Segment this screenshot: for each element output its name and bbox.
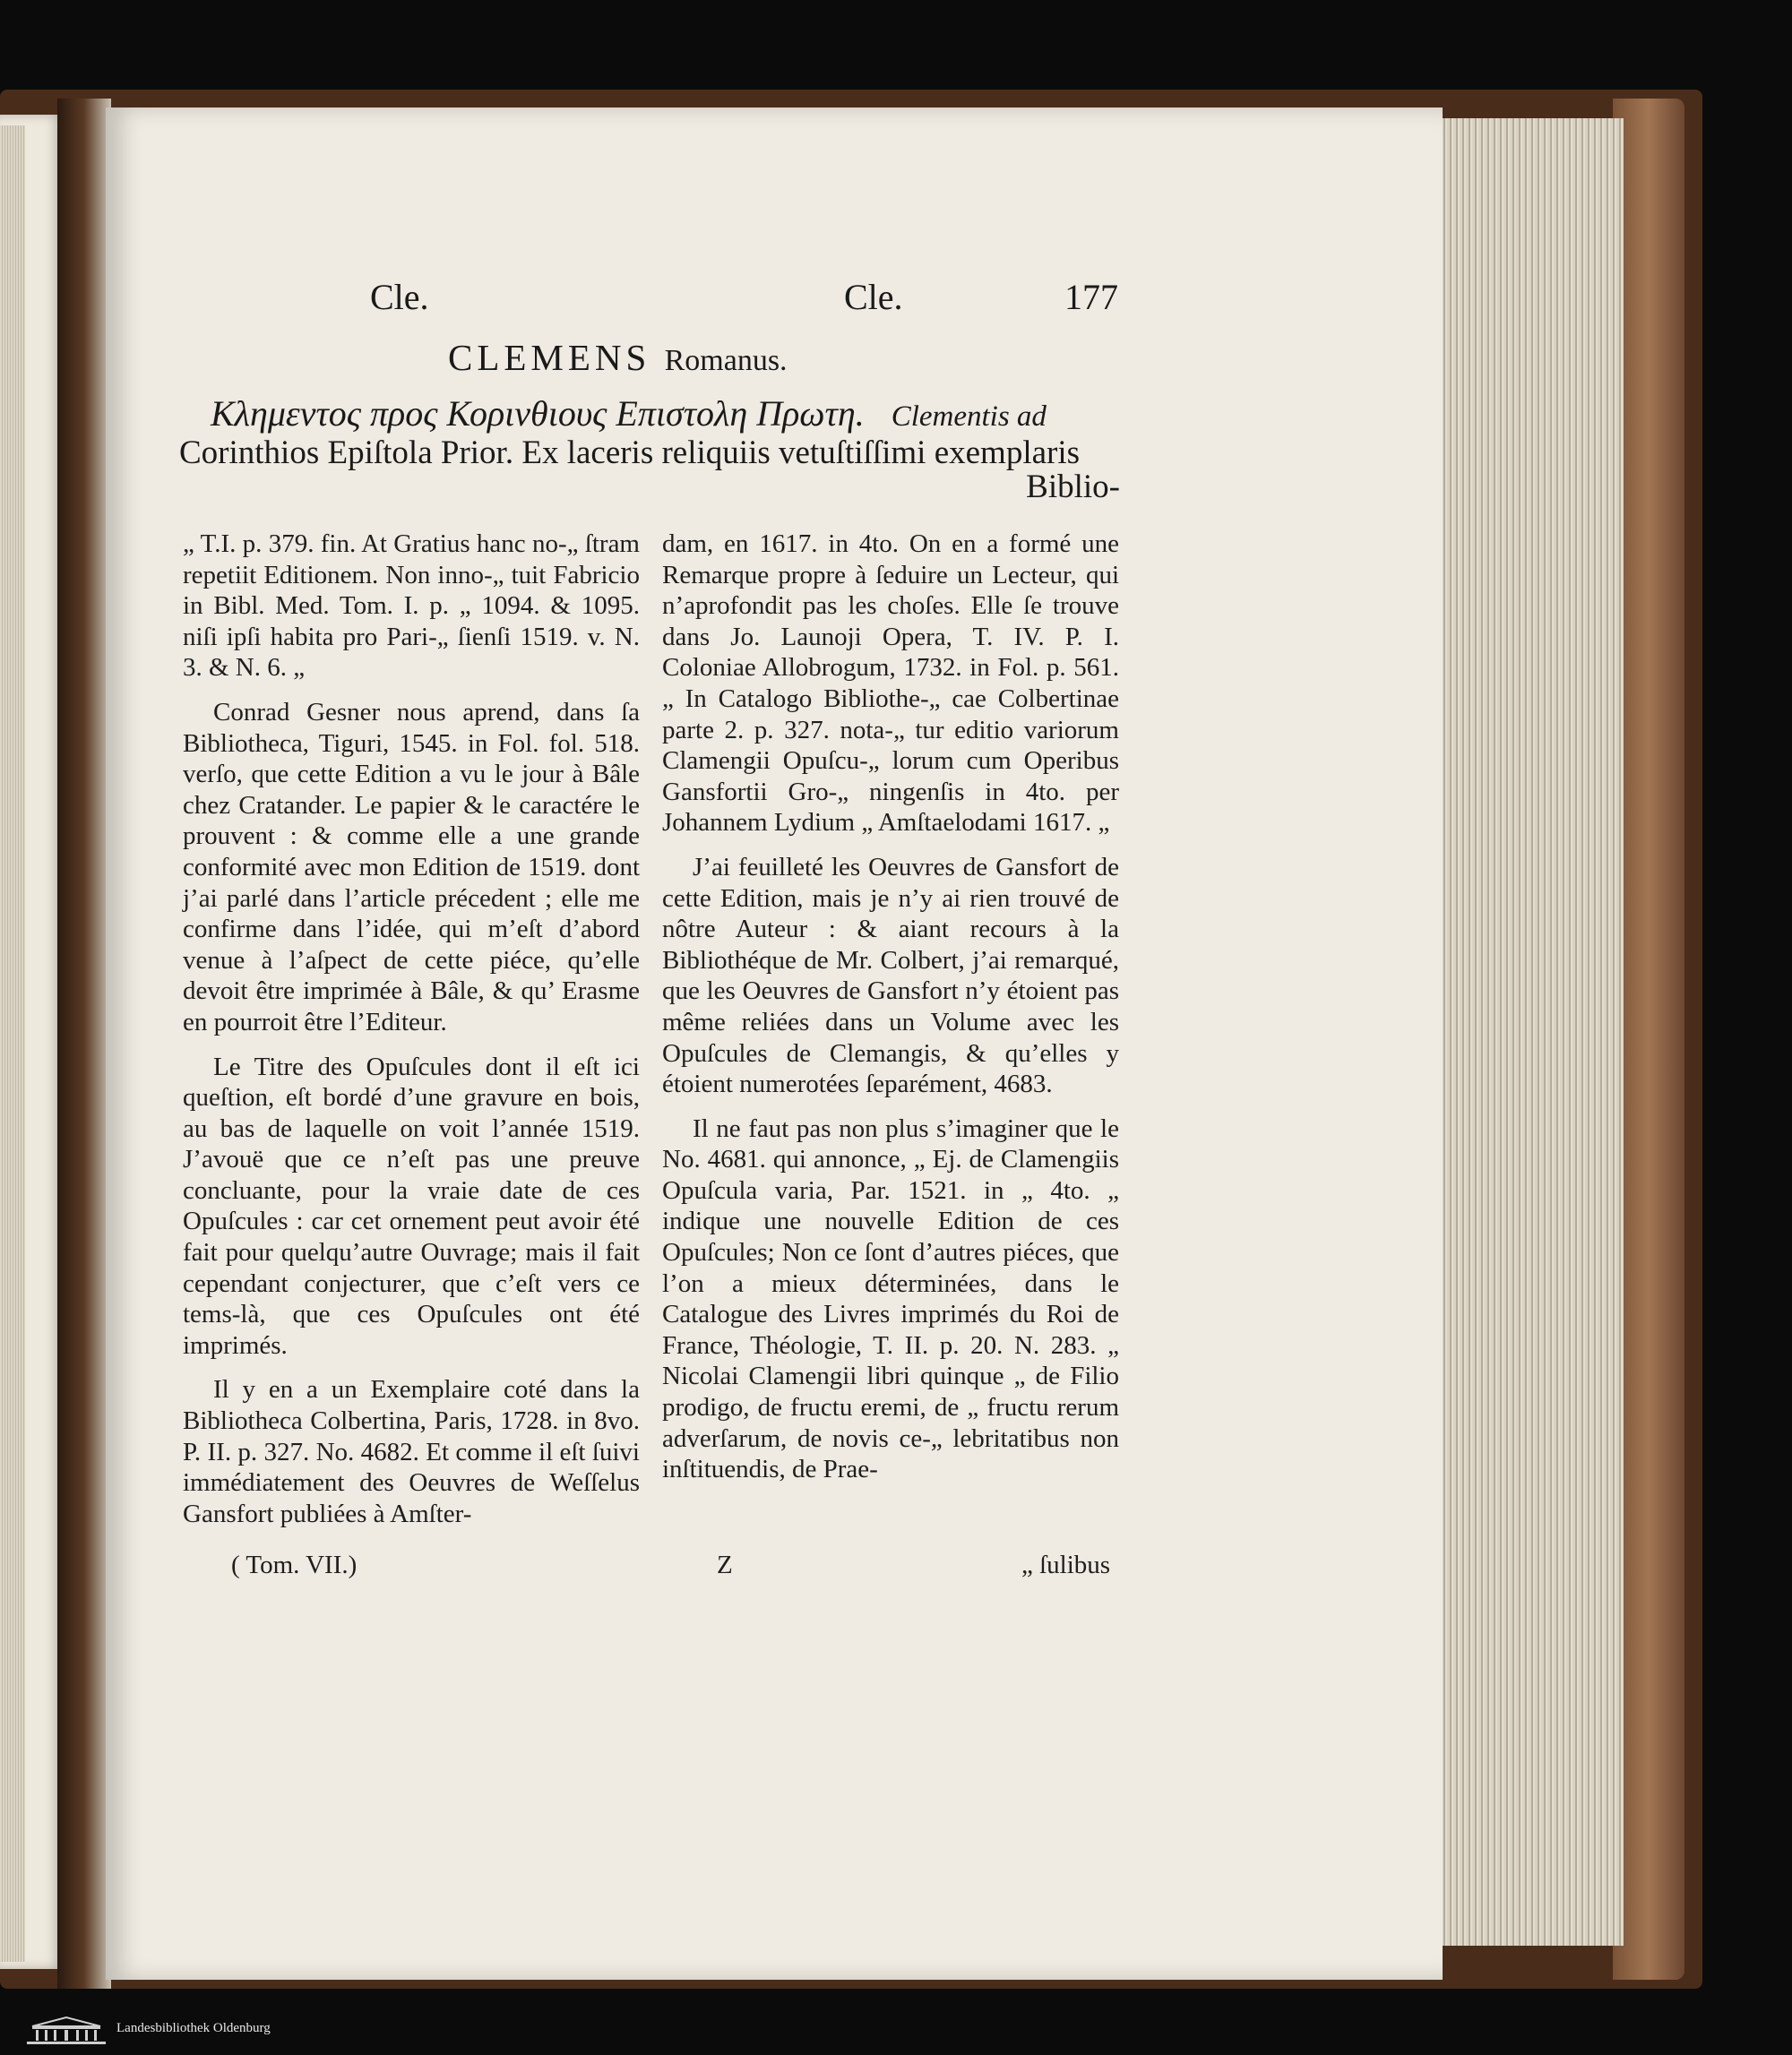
catchword: „ ſulibus	[1021, 1551, 1111, 1579]
paragraph: J’ai feuilleté les Oeuvres de Gansfort de cette Edition, mais je n’y ai rien trouvé de nôtre Auteur : & aiant recours à la Bibliothéque de Mr. Colbert, j’ai remarqué, que les Oeuvres de Gansfort n’y étoient pas même reliées dans un Volume avec les Opuſcules de Clemangis, & qu’elles y étoient numerotées ſeparément, 4683.	[662, 852, 1119, 1099]
paragraph: Conrad Gesner nous aprend, dans ſa Bibliotheca, Tiguri, 1545. in Fol. fol. 518. verſo, que cette Edition a vu le jour à Bâle chez Cratander. Le papier & le caractére le prouvent : & comme elle a une grande conformité avec mon Edition de 1519. dont j’ai parlé dans l’article précedent ; elle me confirme dans l’idée, qui m’eſt d’abord venue à l’aſpect de cette piéce, qu’elle devoit être imprimée à Bâle, & qu’ Erasme en pourroit être l’Editeur.	[183, 697, 640, 1036]
page-number: 177	[1064, 277, 1118, 317]
paragraph: dam, en 1617. in 4to. On en a formé une Remarque propre à ſeduire un Lecteur, qui n’aprofondit pas les choſes. Elle ſe trouve dans Jo. Launoji Opera, T. IV. P. I. Coloniae Allobrogum, 1732. in Fol. p. 561. „ In Catalogo Bibliothe-„ cae Colbertinae parte 2. p. 327. nota-„ tur editio variorum Clamengii Opuſcu-„ lorum cum Operibus Gansfortii Gro-„ ningenſis in 4to. per Johannem Lydium „ Amſtaelodami 1617. „	[662, 529, 1119, 838]
right-column	[662, 529, 1119, 1499]
title-sub: Romanus.	[664, 344, 788, 377]
library-building-icon	[25, 2016, 108, 2046]
running-head-center: Cle.	[844, 277, 903, 317]
page-title	[448, 336, 788, 379]
signature-mark: Z	[717, 1551, 733, 1579]
title-line-2: Corinthios Epiſtola Prior. Ex laceris reliquiis vetuſtiſſimi exemplaris	[179, 434, 1081, 471]
title-line-3: Biblio-	[1026, 469, 1120, 505]
library-name: Landesbibliothek Oldenburg	[116, 2021, 271, 2035]
left-column	[183, 529, 640, 1543]
greek-title	[211, 392, 1047, 434]
right-cover	[1613, 99, 1684, 1980]
page-fore-edge	[1416, 118, 1624, 1946]
volume-mark: ( Tom. VII.)	[231, 1551, 358, 1579]
running-head-left: Cle.	[370, 277, 429, 317]
paragraph: Il ne faut pas non plus s’imaginer que le No. 4681. qui annonce, „ Ej. de Clamengiis Opuſcula varia, Par. 1521. in „ 4to. „ indique une nouvelle Edition de ces Opuſcules; Non ce ſont d’autres piéces, que l’on a mieux déterminées, dans le Catalogue des Livres imprimés du Roi de France, Théologie, T. II. p. 20. N. 283. „ Nicolai Clamengii libri quinque „ de Filio prodigo, de fructu eremi, de „ fructu rerum adverſarum, de novis ce-„ lebritatibus non inſtituendis, de Prae-	[662, 1113, 1119, 1484]
paragraph: „ T.I. p. 379. fin. At Gratius hanc no-„ ſtram repetiit Editionem. Non inno-„ tuit Fabricio in Bibl. Med. Tom. I. p. „ 1094. & 1095. niſi ipſi habita pro Pari-„ ſienſi 1519. v. N. 3. & N. 6. „	[183, 529, 640, 683]
paragraph: Il y en a un Exemplaire coté dans la Bibliotheca Colbertina, Paris, 1728. in 8vo. P. II. p. 327. No. 4682. Et comme il eſt ſuivi immédiatement des Oeuvres de Weſſelus Gansfort publiées à Amſter-	[183, 1375, 640, 1528]
greek-title-text: Κλημεντος προς Κορινθιους Επιστολη Πρωτη.	[211, 393, 865, 434]
paragraph: Le Titre des Opuſcules dont il eſt ici queſtion, eſt bordé d’une gravure en bois, au bas de laquelle on voit l’année 1519. J’avouë que ce n’eſt pas une preuve concluante, pour la vraie date de ces Opuſcules : car cet ornement peut avoir été fait pour quelqu’autre Ouvrage; mais il fait cependant conjecturer, que c’eſt vers ce tems-là, que ces Opuſcules ont été imprimés.	[183, 1052, 640, 1360]
left-page-stack	[0, 125, 25, 1962]
book-gutter	[57, 99, 111, 1989]
title-main: CLEMENS	[448, 337, 651, 378]
greek-title-latin: Clementis ad	[891, 400, 1047, 433]
